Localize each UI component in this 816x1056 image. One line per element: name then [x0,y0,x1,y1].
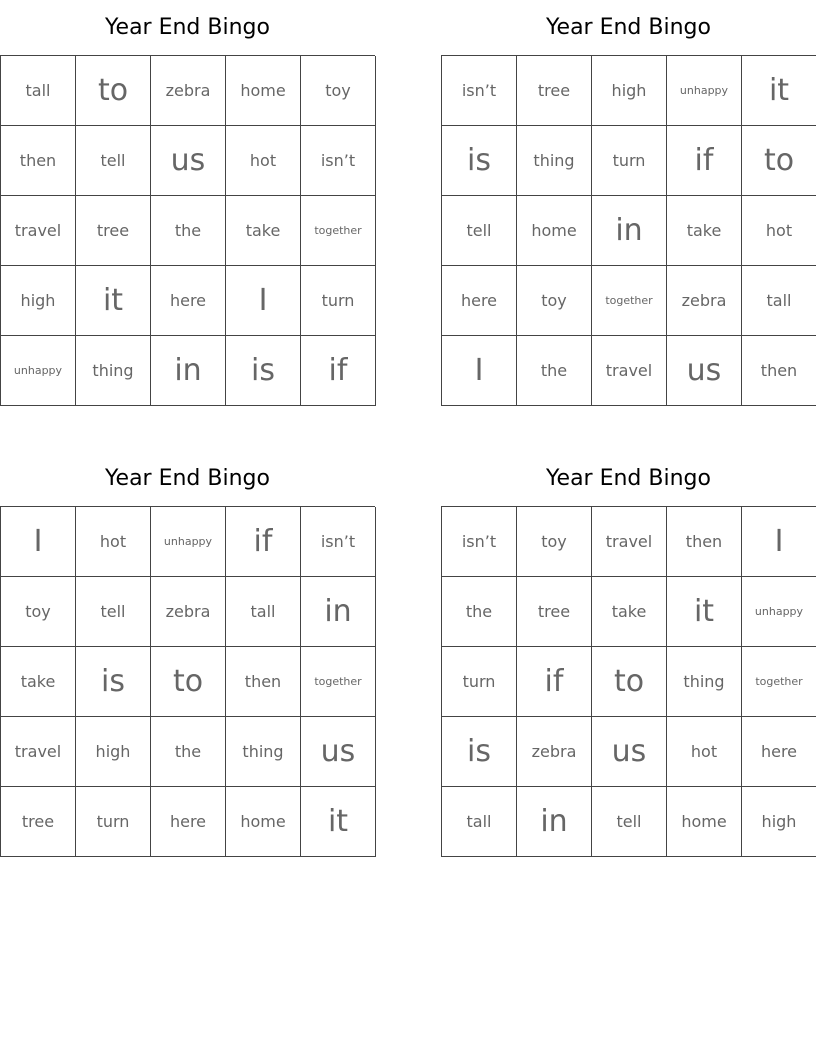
bingo-card-2 [441,0,816,406]
bingo-cell: unhappy [151,507,226,577]
bingo-grid [441,55,816,406]
bingo-cell: take [1,647,76,717]
bingo-cell: isn’t [442,56,517,126]
bingo-cell: hot [76,507,151,577]
bingo-cell: turn [442,647,517,717]
bingo-cell: I [1,507,76,577]
bingo-cell: tell [76,126,151,196]
bingo-cell: thing [226,717,301,787]
bingo-cell: I [442,336,517,406]
card-title: Year End Bingo [546,466,711,491]
bingo-cell: to [592,647,667,717]
bingo-cell: zebra [151,56,226,126]
bingo-cell: isn’t [301,507,376,577]
bingo-cell: isn’t [301,126,376,196]
bingo-cell: I [226,266,301,336]
bingo-cell: toy [517,266,592,336]
bingo-cell: is [226,336,301,406]
bingo-card-4 [441,451,816,857]
bingo-cell: thing [667,647,742,717]
bingo-cell: turn [592,126,667,196]
bingo-cell: is [76,647,151,717]
bingo-card-1 [0,0,375,406]
bingo-cell: take [667,196,742,266]
bingo-cell: here [151,787,226,857]
bingo-cell: tree [517,56,592,126]
bingo-cell: in [592,196,667,266]
bingo-cell: us [592,717,667,787]
bingo-cell: here [151,266,226,336]
bingo-cell: together [592,266,667,336]
bingo-cell: if [667,126,742,196]
card-title: Year End Bingo [105,15,270,40]
bingo-cell: to [151,647,226,717]
bingo-cell: travel [1,196,76,266]
bingo-cell: tell [76,577,151,647]
bingo-cell: to [76,56,151,126]
bingo-cell: if [517,647,592,717]
bingo-cell: tell [442,196,517,266]
bingo-card-3 [0,451,375,857]
bingo-cell: us [667,336,742,406]
bingo-cell: if [301,336,376,406]
bingo-cell: travel [592,336,667,406]
bingo-cell: it [667,577,742,647]
bingo-cell: travel [1,717,76,787]
bingo-cell: the [442,577,517,647]
bingo-cell: in [301,577,376,647]
bingo-cell: toy [301,56,376,126]
bingo-cell: in [151,336,226,406]
bingo-cell: hot [742,196,816,266]
bingo-cell: I [742,507,816,577]
bingo-cell: home [667,787,742,857]
bingo-cell: isn’t [442,507,517,577]
bingo-cell: home [517,196,592,266]
bingo-cell: zebra [517,717,592,787]
bingo-cell: the [151,196,226,266]
bingo-cell: here [742,717,816,787]
bingo-cell: high [592,56,667,126]
bingo-cell: tall [442,787,517,857]
bingo-cell: toy [517,507,592,577]
bingo-cell: it [76,266,151,336]
bingo-cell: us [301,717,376,787]
bingo-cell: together [742,647,816,717]
bingo-cell: then [742,336,816,406]
bingo-cell: is [442,126,517,196]
bingo-grid [441,506,816,857]
bingo-cell: here [442,266,517,336]
bingo-cell: home [226,787,301,857]
bingo-cell: high [1,266,76,336]
bingo-cell: the [151,717,226,787]
bingo-cell: then [226,647,301,717]
bingo-cell: turn [76,787,151,857]
bingo-cell: thing [517,126,592,196]
bingo-grid [0,506,375,857]
bingo-cell: tree [1,787,76,857]
bingo-cell: unhappy [667,56,742,126]
bingo-cell: hot [667,717,742,787]
bingo-cell: unhappy [742,577,816,647]
bingo-cell: it [301,787,376,857]
bingo-cell: home [226,56,301,126]
bingo-cell: turn [301,266,376,336]
bingo-cell: tree [517,577,592,647]
bingo-cell: then [667,507,742,577]
bingo-cell: travel [592,507,667,577]
bingo-cell: toy [1,577,76,647]
bingo-grid [0,55,375,406]
bingo-cell: together [301,196,376,266]
bingo-cell: high [742,787,816,857]
bingo-cell: us [151,126,226,196]
bingo-cell: high [76,717,151,787]
bingo-cell: the [517,336,592,406]
bingo-cell: thing [76,336,151,406]
bingo-cell: if [226,507,301,577]
bingo-cell: together [301,647,376,717]
bingo-cell: take [226,196,301,266]
bingo-cell: hot [226,126,301,196]
card-title: Year End Bingo [546,15,711,40]
bingo-cell: tell [592,787,667,857]
bingo-cell: it [742,56,816,126]
bingo-cell: unhappy [1,336,76,406]
bingo-cell: to [742,126,816,196]
bingo-cell: tall [1,56,76,126]
bingo-cell: tall [226,577,301,647]
bingo-cell: take [592,577,667,647]
bingo-cell: zebra [151,577,226,647]
bingo-cell: in [517,787,592,857]
bingo-cell: tall [742,266,816,336]
bingo-cell: then [1,126,76,196]
bingo-cell: zebra [667,266,742,336]
bingo-cell: is [442,717,517,787]
card-title: Year End Bingo [105,466,270,491]
bingo-cell: tree [76,196,151,266]
